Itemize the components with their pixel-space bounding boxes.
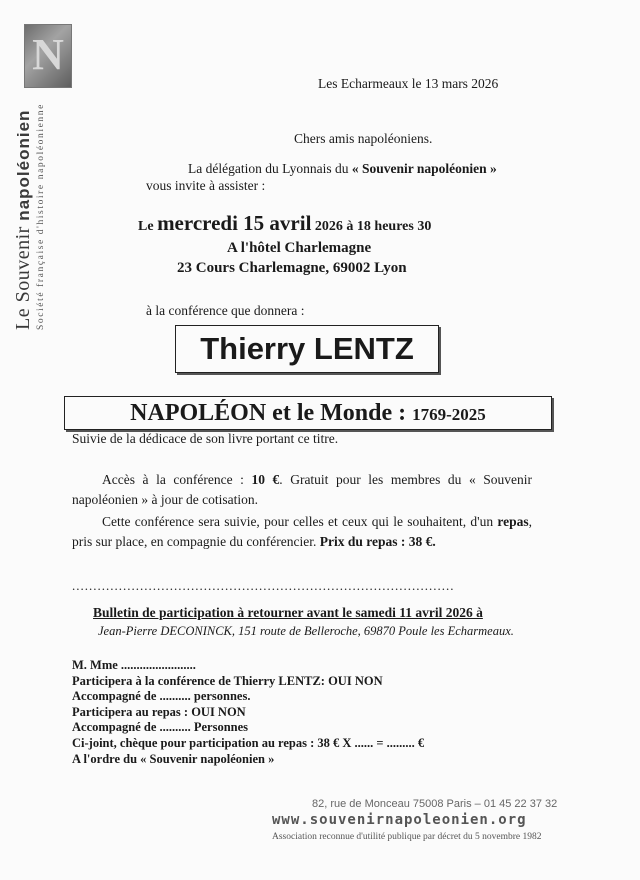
access-text-b: . Gratuit pour les membres du « Souvenir napoléonien » à jour de cotisation. (72, 472, 532, 507)
meal-text-b: , pris sur place, en compagnie du conférencier. (72, 514, 532, 549)
conference-intro: à la conférence que donnera : (146, 303, 305, 318)
greeting: Chers amis napoléoniens. (294, 131, 433, 146)
speaker-name-box (175, 325, 439, 373)
return-address: Jean-Pierre DECONINCK, 151 route de Belleroche, 69870 Poule les Echarmeaux. (98, 624, 514, 638)
bulletin-heading: Bulletin de participation à retourner avant le samedi 11 avril 2026 à (93, 605, 483, 620)
place-date: Les Echarmeaux le 13 mars 2026 (318, 76, 499, 91)
sidebar-tagline: Société française d'histoire napoléonienne (36, 103, 46, 330)
speaker-name: Thierry LENTZ (200, 331, 414, 366)
footer-address: 82, rue de Monceau 75008 Paris – 01 45 22 37 32 (312, 798, 558, 810)
meal-word: repas (497, 514, 529, 529)
talk-years: 1769-2025 (412, 405, 486, 424)
registration-form (72, 658, 424, 767)
event-venue: A l'hôtel Charlemagne (227, 240, 372, 256)
footer-website[interactable]: www.souvenirnapoleonien.org (272, 812, 527, 828)
event-time: 2026 à 18 heures 30 (311, 219, 432, 234)
separator-line: .......................................................................................... (72, 578, 455, 593)
event-day: mercredi 15 avril (157, 211, 312, 235)
sidebar-name-b: napoléonien (14, 109, 33, 221)
form-line-conference-guests[interactable]: Accompagné de .......... personnes. (72, 689, 251, 704)
talk-title: NAPOLÉON et le Monde : (130, 400, 413, 426)
form-line-payee: A l'ordre du « Souvenir napoléonien » (72, 751, 275, 766)
sidebar-name-a: Le Souvenir (12, 226, 34, 330)
event-address: 23 Cours Charlemagne, 69002 Lyon (177, 260, 407, 276)
meal-paragraph (72, 512, 532, 552)
intro-text: La délégation du Lyonnais du (188, 161, 352, 176)
form-line-conference[interactable]: Participera à la conférence de Thierry LENTZ: OUI NON (72, 673, 383, 688)
meal-text-a: Cette conférence sera suivie, pour celles et ceux qui le souhaitent, d'un (102, 514, 498, 529)
intro-line-1 (188, 161, 497, 177)
intro-society: « Souvenir napoléonien » (351, 161, 497, 176)
access-text-a: Accès à la conférence : (102, 472, 252, 487)
form-line-name[interactable]: M. Mme ........................ (72, 658, 196, 672)
intro-line-2: vous invite à assister : (146, 178, 266, 193)
form-line-payment[interactable]: Ci-joint, chèque pour participation au repas : 38 € X ...... = ......... € (72, 735, 425, 750)
talk-followup: Suivie de la dédicace de son livre portant ce titre. (72, 431, 339, 446)
form-line-meal[interactable]: Participera au repas : OUI NON (72, 704, 246, 719)
event-le: Le (138, 219, 158, 234)
meal-price: Prix du repas : 38 €. (319, 534, 436, 549)
logo-mark: N (32, 30, 64, 79)
event-date (138, 211, 431, 236)
access-paragraph (72, 470, 532, 510)
footer-recognition: Association reconnue d'utilité publique par décret du 5 novembre 1982 (272, 832, 542, 842)
society-sidebar (12, 30, 82, 330)
form-line-meal-guests[interactable]: Accompagné de .......... Personnes (72, 720, 249, 735)
access-price: 10 € (251, 472, 280, 487)
talk-title-box (64, 396, 552, 430)
